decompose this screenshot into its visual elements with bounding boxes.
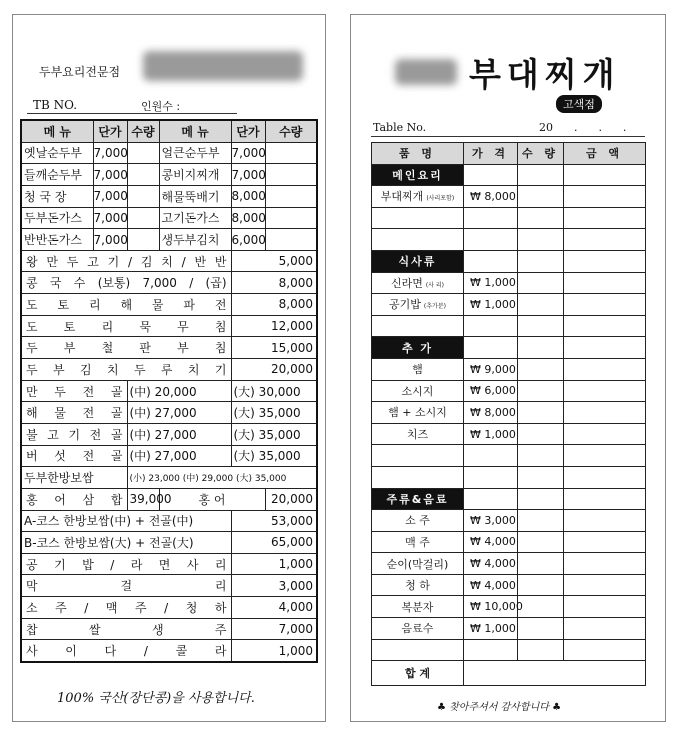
item-name-text: 부대찌개 xyxy=(380,190,424,204)
order-item-row xyxy=(372,380,646,402)
order-item-row xyxy=(372,618,646,640)
empty-cell xyxy=(518,488,564,510)
menu-item-price: 7,000 xyxy=(93,185,127,207)
item-name-text: 햄 + 소시지 xyxy=(388,406,447,420)
menu-wide-row xyxy=(21,272,317,294)
order-item-price: ₩ 4,000 xyxy=(464,531,518,553)
menu-item-price: 1,000 xyxy=(231,553,317,575)
menu-item-price: 7,000 xyxy=(231,142,265,164)
item-name-text: 맥 주 xyxy=(405,535,430,549)
order-item-price: ₩ 8,000 xyxy=(464,186,518,208)
col-qty-2: 수량 xyxy=(265,120,317,142)
hotpot-large-price: (大) 30,000 xyxy=(231,380,317,402)
empty-cell xyxy=(564,164,646,186)
amount-cell xyxy=(564,596,646,618)
order-item-row xyxy=(372,596,646,618)
hotpot-medium-price: (中) 27,000 xyxy=(127,402,231,424)
empty-cell xyxy=(464,229,518,251)
empty-cell xyxy=(564,250,646,272)
menu-pair-row xyxy=(21,164,317,186)
order-item-row xyxy=(372,510,646,532)
header-underline xyxy=(27,113,237,114)
blank-row xyxy=(372,466,646,488)
menu-item-name: 도 토 리 해 물 파 전 xyxy=(21,294,231,316)
empty-cell xyxy=(518,445,564,467)
empty-cell xyxy=(518,250,564,272)
quantity-cell xyxy=(127,207,159,229)
menu-item-price: 15,000 xyxy=(231,337,317,359)
order-item-price: ₩ 8,000 xyxy=(464,402,518,424)
empty-cell xyxy=(564,488,646,510)
menu-wide-row xyxy=(21,294,317,316)
course-price: 65,000 xyxy=(231,532,317,554)
menu-item-price: 3,000 xyxy=(231,575,317,597)
hotpot-medium-price: (中) 27,000 xyxy=(127,423,231,445)
menu-item-name: 옛날순두부 xyxy=(21,142,93,164)
empty-cell xyxy=(564,315,646,337)
course-row xyxy=(21,532,317,554)
menu-item-price: 8,000 xyxy=(231,185,265,207)
amount-cell xyxy=(564,423,646,445)
menu-item-price: 7,000 xyxy=(231,618,317,640)
menu-item-name: 해물뚝배기 xyxy=(159,185,231,207)
blank-row xyxy=(372,639,646,661)
section-row xyxy=(372,488,646,510)
order-item-name xyxy=(372,402,464,424)
quantity-cell xyxy=(518,380,564,402)
header-underline xyxy=(371,136,645,137)
menu-pair-row xyxy=(21,185,317,207)
empty-cell xyxy=(564,207,646,229)
quantity-cell xyxy=(127,185,159,207)
hongeo-samhap-name: 홍 어 삼 합 xyxy=(21,488,127,510)
menu-item-name: 찹 쌀 생 주 xyxy=(21,618,231,640)
hongeo-samhap-price: 39,000 xyxy=(127,488,159,510)
menu-item-name: 콩 국 수 (보통) 7,000 / (곱) xyxy=(21,272,231,294)
quantity-cell xyxy=(518,358,564,380)
menu-wide-row xyxy=(21,618,317,640)
section-extras: 추 가 xyxy=(372,337,464,359)
blurred-shop-name xyxy=(143,51,303,81)
empty-cell xyxy=(564,229,646,251)
order-item-row xyxy=(372,423,646,445)
bossam-row xyxy=(21,467,317,489)
amount-cell xyxy=(564,358,646,380)
menu-wide-row xyxy=(21,315,317,337)
amount-cell xyxy=(564,553,646,575)
course-price: 53,000 xyxy=(231,510,317,532)
hotpot-large-price: (大) 35,000 xyxy=(231,402,317,424)
menu-item-name: 콩비지찌개 xyxy=(159,164,231,186)
amount-cell xyxy=(564,272,646,294)
item-name-text: 치즈 xyxy=(406,428,429,442)
menu-item-name: 고기돈가스 xyxy=(159,207,231,229)
order-item-price: ₩ 1,000 xyxy=(464,294,518,316)
hotpot-medium-price: (中) 20,000 xyxy=(127,380,231,402)
empty-cell xyxy=(464,207,518,229)
col-menu-2: 메 뉴 xyxy=(159,120,231,142)
order-item-price: ₩ 4,000 xyxy=(464,574,518,596)
menu-item-price: 4,000 xyxy=(231,597,317,619)
item-name-text: 청 하 xyxy=(405,579,430,593)
course-name: B-코스 한방보쌈(大) + 전골(大) xyxy=(21,532,231,554)
menu-wide-row xyxy=(21,553,317,575)
col-amount: 금 액 xyxy=(564,143,646,165)
empty-cell xyxy=(518,229,564,251)
menu-item-price: 7,000 xyxy=(93,207,127,229)
menu-item-price: 7,000 xyxy=(231,164,265,186)
quantity-cell xyxy=(518,618,564,640)
quantity-cell xyxy=(265,185,317,207)
order-item-name xyxy=(372,618,464,640)
bossam-size-prices: (小) 23,000 (中) 29,000 (大) 35,000 xyxy=(127,467,317,489)
amount-cell xyxy=(564,294,646,316)
quantity-cell xyxy=(518,596,564,618)
empty-cell xyxy=(518,207,564,229)
menu-item-name: 반반돈가스 xyxy=(21,229,93,251)
tb-no-label: TB NO. xyxy=(33,98,78,112)
order-item-row xyxy=(372,358,646,380)
item-note-text: (사리포함) xyxy=(426,195,455,203)
menu-pair-row xyxy=(21,207,317,229)
course-name: A-코스 한방보쌈(中) + 전골(中) xyxy=(21,510,231,532)
total-row xyxy=(372,661,646,686)
item-name-text: 신라면 xyxy=(390,276,423,290)
section-row xyxy=(372,164,646,186)
menu-item-name: 사 이 다 / 콜 라 xyxy=(21,640,231,662)
menu-pair-row xyxy=(21,142,317,164)
thank-you-note: ♣ 찾아주셔서 감사합니다 ♣ xyxy=(437,702,562,713)
empty-cell xyxy=(564,639,646,661)
menu-item-price: 5,000 xyxy=(231,250,317,272)
item-name-text: 소시지 xyxy=(401,384,434,398)
order-item-row xyxy=(372,574,646,596)
menu-item-price: 8,000 xyxy=(231,207,265,229)
menu-item-price: 20,000 xyxy=(231,359,317,381)
hotpot-row xyxy=(21,445,317,467)
menu-item-price: 7,000 xyxy=(93,164,127,186)
menu-item-name: 소 주 / 맥 주 / 청 하 xyxy=(21,597,231,619)
empty-cell xyxy=(464,315,518,337)
order-item-name xyxy=(372,380,464,402)
empty-cell xyxy=(518,164,564,186)
hotpot-large-price: (大) 35,000 xyxy=(231,423,317,445)
amount-cell xyxy=(564,574,646,596)
menu-item-name: 들깨순두부 xyxy=(21,164,93,186)
item-name-text: 공기밥 xyxy=(389,298,421,312)
menu-wide-row xyxy=(21,640,317,662)
quantity-cell xyxy=(127,142,159,164)
col-item: 품 명 xyxy=(372,143,464,165)
amount-cell xyxy=(564,510,646,532)
table-header-row xyxy=(21,120,317,142)
hotpot-row xyxy=(21,380,317,402)
order-table xyxy=(371,142,646,686)
date-label: 20 . . . xyxy=(539,121,627,134)
empty-cell xyxy=(564,445,646,467)
order-item-name xyxy=(372,574,464,596)
order-item-price: ₩ 1,000 xyxy=(464,272,518,294)
section-meals: 식사류 xyxy=(372,250,464,272)
menu-item-name: 공 기 밥 / 라 면 사 리 xyxy=(21,553,231,575)
menu-item-name: 청 국 장 xyxy=(21,185,93,207)
order-item-row xyxy=(372,402,646,424)
menu-wide-row xyxy=(21,337,317,359)
hotpot-name: 버 섯 전 골 xyxy=(21,445,127,467)
empty-cell xyxy=(464,164,518,186)
section-main-dishes: 메인요리 xyxy=(372,164,464,186)
hotpot-large-price: (大) 35,000 xyxy=(231,445,317,467)
section-drinks: 주류&음료 xyxy=(372,488,464,510)
item-note-text: (사 리) xyxy=(425,281,445,289)
order-item-name xyxy=(372,423,464,445)
item-name-text: 복분자 xyxy=(401,600,434,614)
empty-cell xyxy=(464,639,518,661)
empty-cell xyxy=(372,445,464,467)
order-item-row xyxy=(372,531,646,553)
menu-item-price: 8,000 xyxy=(231,294,317,316)
menu-item-name: 왕 만 두 고 기 / 김 치 / 반 반 xyxy=(21,250,231,272)
menu-item-name: 생두부김치 xyxy=(159,229,231,251)
amount-cell xyxy=(564,618,646,640)
menu-pair-row xyxy=(21,229,317,251)
amount-cell xyxy=(564,186,646,208)
empty-cell xyxy=(464,445,518,467)
empty-cell xyxy=(372,315,464,337)
menu-item-name: 얼큰순두부 xyxy=(159,142,231,164)
menu-item-price: 6,000 xyxy=(231,229,265,251)
empty-cell xyxy=(564,466,646,488)
menu-item-name: 도 토 리 묵 무 침 xyxy=(21,315,231,337)
hongeo-price: 20,000 xyxy=(265,488,317,510)
hotpot-name: 만 두 전 골 xyxy=(21,380,127,402)
empty-cell xyxy=(372,466,464,488)
empty-cell xyxy=(518,639,564,661)
item-name-text: 음료수 xyxy=(401,622,434,636)
amount-cell xyxy=(564,380,646,402)
domestic-soybean-note: 100% 국산(장단콩)을 사용합니다. xyxy=(57,691,255,706)
empty-cell xyxy=(518,315,564,337)
empty-cell xyxy=(518,337,564,359)
empty-cell xyxy=(372,229,464,251)
quantity-cell xyxy=(518,186,564,208)
order-item-name xyxy=(372,596,464,618)
order-item-row xyxy=(372,272,646,294)
section-row xyxy=(372,337,646,359)
empty-cell xyxy=(564,337,646,359)
menu-table xyxy=(20,119,318,663)
menu-wide-row xyxy=(21,575,317,597)
order-item-name xyxy=(372,531,464,553)
order-item-price: ₩ 6,000 xyxy=(464,380,518,402)
item-name-text: 햄 xyxy=(412,363,423,377)
restaurant-title: 부대찌개 xyxy=(469,55,621,94)
amount-cell xyxy=(564,402,646,424)
order-item-name xyxy=(372,294,464,316)
shop-type-label: 두부요리전문점 xyxy=(39,65,121,79)
menu-item-name: 두 부 철 판 부 침 xyxy=(21,337,231,359)
quantity-cell xyxy=(518,272,564,294)
order-item-row xyxy=(372,186,646,208)
menu-item-price: 8,000 xyxy=(231,272,317,294)
section-row xyxy=(372,250,646,272)
branch-badge: 고색점 xyxy=(556,95,602,113)
quantity-cell xyxy=(265,142,317,164)
quantity-cell xyxy=(127,229,159,251)
menu-item-price: 12,000 xyxy=(231,315,317,337)
amount-cell xyxy=(564,531,646,553)
blank-row xyxy=(372,445,646,467)
item-name-text: 소 주 xyxy=(405,514,430,528)
total-label: 합 계 xyxy=(372,661,464,686)
quantity-cell xyxy=(265,229,317,251)
quantity-cell xyxy=(127,164,159,186)
blank-row xyxy=(372,315,646,337)
order-item-price: ₩ 3,000 xyxy=(464,510,518,532)
order-item-name xyxy=(372,553,464,575)
menu-item-name: 두 부 김 치 두 루 치 기 xyxy=(21,359,231,381)
menu-item-name: 두부돈가스 xyxy=(21,207,93,229)
order-item-price: ₩ 1,000 xyxy=(464,618,518,640)
col-price-2: 단가 xyxy=(231,120,265,142)
menu-wide-row xyxy=(21,597,317,619)
hotpot-row xyxy=(21,402,317,424)
col-price-1: 단가 xyxy=(93,120,127,142)
menu-item-price: 7,000 xyxy=(93,229,127,251)
menu-wide-row xyxy=(21,359,317,381)
quantity-cell xyxy=(265,207,317,229)
quantity-cell xyxy=(518,402,564,424)
budae-jjigae-order-sheet xyxy=(350,14,666,722)
quantity-cell xyxy=(518,574,564,596)
table-header-row xyxy=(372,143,646,165)
menu-wide-row xyxy=(21,250,317,272)
order-item-price: ₩ 1,000 xyxy=(464,423,518,445)
order-item-row xyxy=(372,294,646,316)
quantity-cell xyxy=(518,423,564,445)
order-item-row xyxy=(372,553,646,575)
col-menu-1: 메 뉴 xyxy=(21,120,93,142)
total-amount-cell xyxy=(464,661,646,686)
order-item-price: ₩ 9,000 xyxy=(464,358,518,380)
hotpot-name: 해 물 전 골 xyxy=(21,402,127,424)
bossam-name: 두부한방보쌈 xyxy=(21,467,127,489)
course-row xyxy=(21,510,317,532)
empty-cell xyxy=(518,466,564,488)
menu-item-name: 막 걸 리 xyxy=(21,575,231,597)
empty-cell xyxy=(464,488,518,510)
empty-cell xyxy=(464,250,518,272)
menu-item-price: 7,000 xyxy=(93,142,127,164)
table-no-label: Table No. xyxy=(373,121,427,134)
blank-row xyxy=(372,229,646,251)
order-item-name xyxy=(372,272,464,294)
blurred-logo xyxy=(395,59,457,85)
people-count-label: 인원수 : xyxy=(141,100,181,113)
order-item-price: ₩ 10,000 xyxy=(464,596,518,618)
blank-row xyxy=(372,207,646,229)
hongeo-row xyxy=(21,488,317,510)
col-price: 가 격 xyxy=(464,143,518,165)
quantity-cell xyxy=(518,531,564,553)
menu-item-price: 1,000 xyxy=(231,640,317,662)
col-qty: 수 량 xyxy=(518,143,564,165)
empty-cell xyxy=(464,466,518,488)
order-item-price: ₩ 4,000 xyxy=(464,553,518,575)
col-qty-1: 수량 xyxy=(127,120,159,142)
hotpot-medium-price: (中) 27,000 xyxy=(127,445,231,467)
empty-cell xyxy=(464,337,518,359)
order-item-name xyxy=(372,358,464,380)
tofu-order-sheet xyxy=(12,14,326,722)
hongeo-name: 홍 어 xyxy=(159,488,265,510)
quantity-cell xyxy=(265,164,317,186)
quantity-cell xyxy=(518,510,564,532)
order-item-name xyxy=(372,510,464,532)
hotpot-name: 불 고 기 전 골 xyxy=(21,423,127,445)
quantity-cell xyxy=(518,294,564,316)
item-note-text: (추가분) xyxy=(423,303,446,311)
hotpot-row xyxy=(21,423,317,445)
quantity-cell xyxy=(518,553,564,575)
item-name-text: 순이(막걸리) xyxy=(386,557,449,571)
order-item-name xyxy=(372,186,464,208)
empty-cell xyxy=(372,639,464,661)
empty-cell xyxy=(372,207,464,229)
